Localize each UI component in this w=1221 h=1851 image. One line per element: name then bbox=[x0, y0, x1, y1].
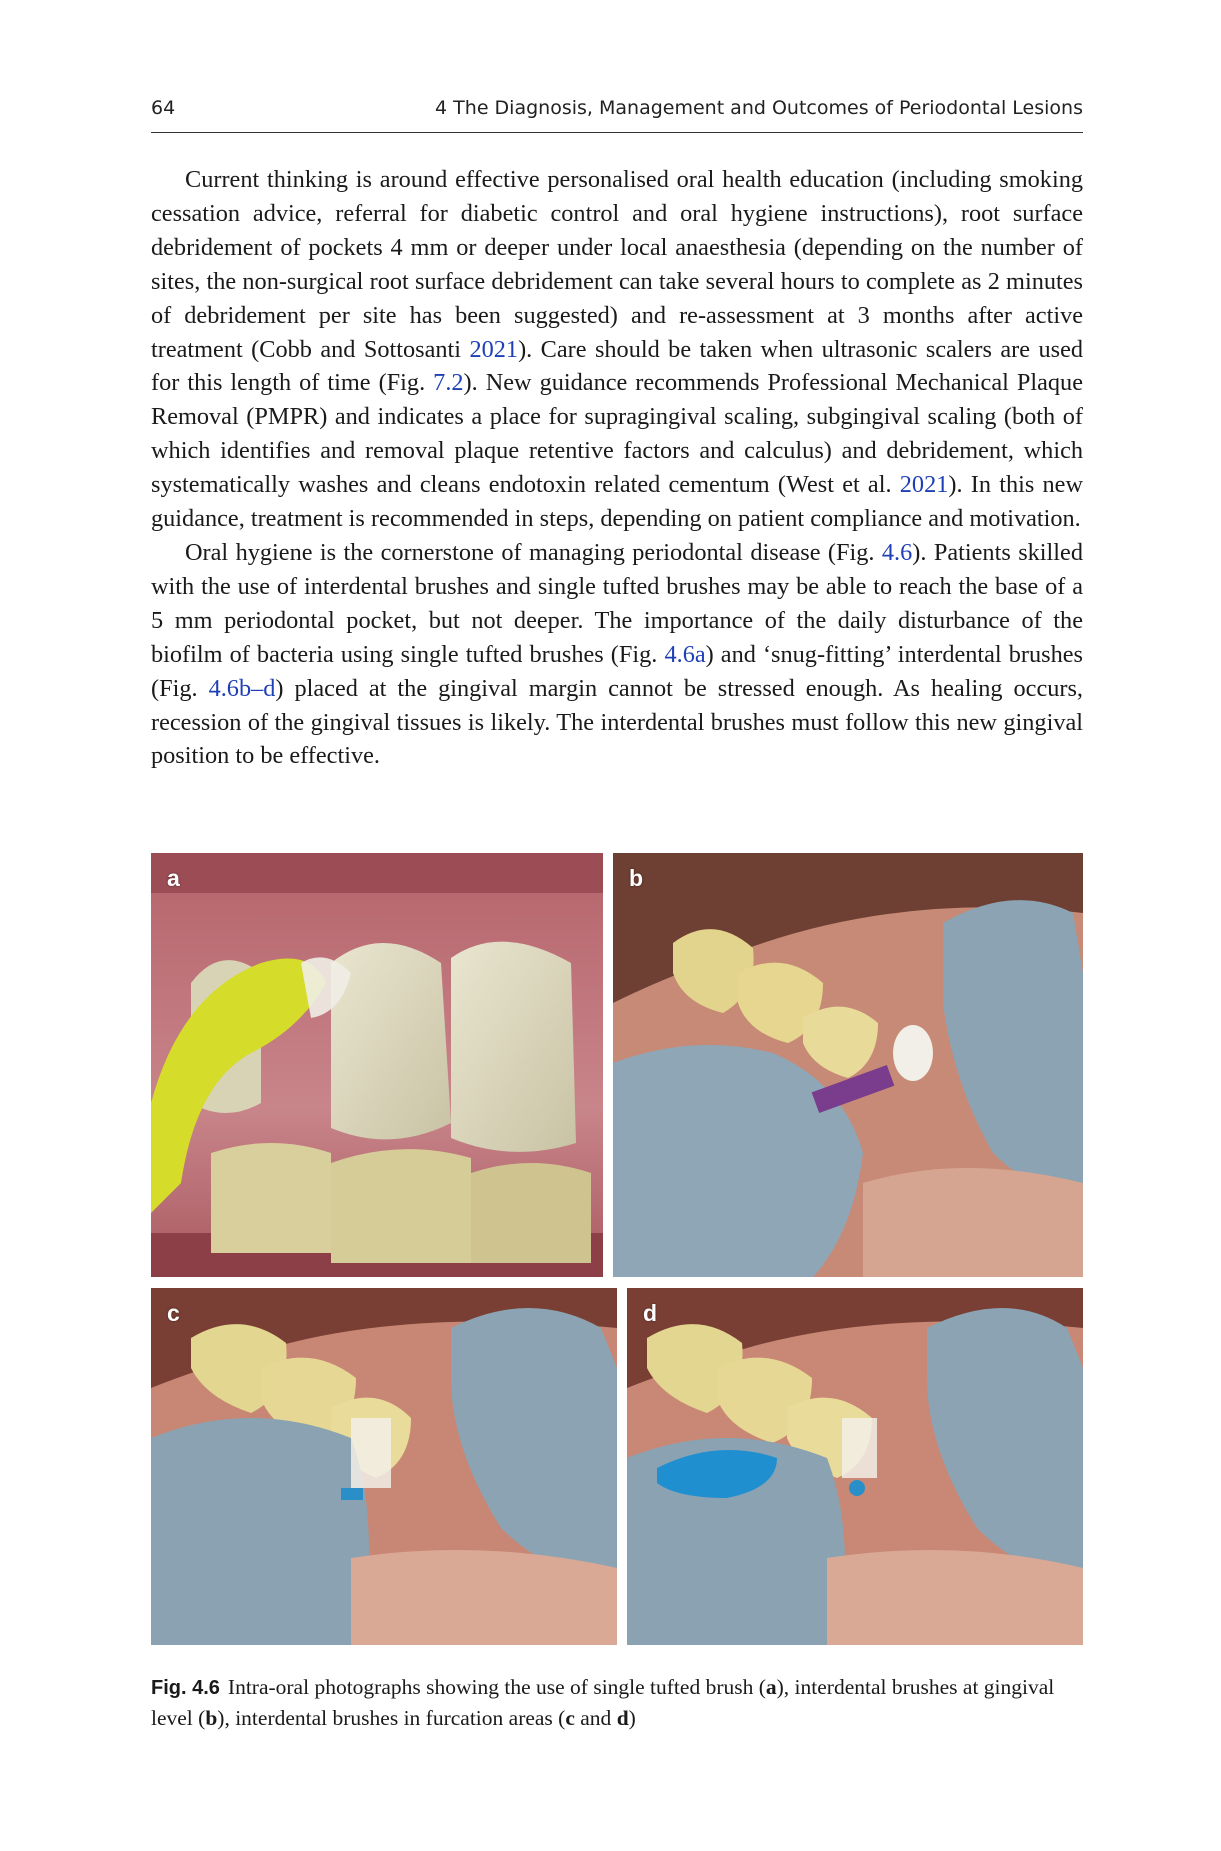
caption-text-5: ) bbox=[628, 1706, 636, 1730]
caption-text-2: ), interdental brushes at gingival level ( bbox=[151, 1675, 1055, 1730]
p1-text-1: Current thinking is around effective personalised oral health education (including smoking cessation advice, referral for diabetic control and oral hygiene instructions), root surface debridement of pockets 4 mm or deeper under local anaesthesia (depending on the number of sites, the non-surgical root surface debridement can take several hours to complete as 2 minutes of debridement per site has been suggested) and re-assessment at 3 months after active treatment (Cobb and Sottosanti bbox=[151, 166, 1083, 363]
photo-panel-a bbox=[151, 853, 603, 1277]
panel-label-c: c bbox=[167, 1300, 180, 1326]
figure-link-7-2[interactable]: 7.2 bbox=[433, 369, 464, 397]
header-rule bbox=[151, 132, 1083, 133]
p2-text-3: ) and ‘snug-fitting’ interdental brushes (Fig. bbox=[151, 640, 1083, 702]
figure-link-4-6[interactable]: 4.6 bbox=[881, 538, 913, 566]
p1-text-2: ). Care should be taken when ultrasonic scalers are used for this length of time (Fig. bbox=[151, 335, 1083, 397]
p2-text-1: Oral hygiene is the cornerstone of managing periodontal disease (Fig. bbox=[185, 538, 882, 566]
paragraph-1 bbox=[151, 163, 1083, 536]
figure-link-4-6a[interactable]: 4.6a bbox=[664, 640, 706, 668]
chapter-title: 4 The Diagnosis, Management and Outcomes of Periodontal Lesions bbox=[435, 97, 1083, 119]
panel-label-b: b bbox=[629, 865, 644, 891]
interdental-brush-gingival-photo bbox=[613, 853, 1083, 1277]
single-tufted-brush-photo bbox=[151, 853, 603, 1277]
figure-caption-label: Fig. 4.6 bbox=[151, 1677, 220, 1699]
paragraph-2 bbox=[151, 536, 1083, 773]
body-text bbox=[151, 163, 1083, 773]
caption-ref-a: a bbox=[765, 1675, 777, 1699]
photo-panel-c bbox=[151, 1288, 617, 1645]
caption-text-4: and bbox=[574, 1706, 617, 1730]
p2-text-2: ). Patients skilled with the use of interdental brushes and single tufted brushes may be able to reach the base of a 5 mm periodontal pocket, but not deeper. The importance of the daily disturbance of the biofilm of bacteria using single tufted brushes (Fig. bbox=[151, 538, 1083, 668]
citation-link-cobb-2021[interactable]: 2021 bbox=[469, 335, 519, 363]
figure-caption bbox=[151, 1672, 1083, 1733]
interdental-brush-furcation-photo-c bbox=[151, 1288, 617, 1645]
p2-text-4: ) placed at the gingival margin cannot be stressed enough. As healing occurs, recession of the gingival tissues is likely. The interdental brushes must follow this new gingival position to be effective. bbox=[151, 674, 1083, 770]
photo-panel-d bbox=[627, 1288, 1083, 1645]
p1-text-4: ). In this new guidance, treatment is recommended in steps, depending on patient compliance and motivation. bbox=[151, 471, 1083, 533]
page-number: 64 bbox=[151, 97, 176, 119]
running-head bbox=[151, 94, 1083, 128]
panel-label-d: d bbox=[643, 1300, 658, 1326]
p1-text-3: ). New guidance recommends Professional Mechanical Plaque Removal (PMPR) and indicates a place for supragingival scaling, subgingival scaling (both of which identifies and removal plaque retentive factors and calculus) and debridement, which systematically washes and cleans endotoxin related cementum (West et al. bbox=[151, 369, 1083, 499]
caption-ref-b: b bbox=[205, 1706, 218, 1730]
panel-label-a: a bbox=[167, 865, 180, 891]
figure-4-6 bbox=[151, 853, 1083, 1645]
caption-ref-c: c bbox=[565, 1706, 575, 1730]
caption-text-3: ), interdental brushes in furcation areas ( bbox=[217, 1706, 566, 1730]
citation-link-west-2021[interactable]: 2021 bbox=[899, 471, 949, 499]
photo-panel-b bbox=[613, 853, 1083, 1277]
caption-text-1: Intra-oral photographs showing the use of single tufted brush ( bbox=[227, 1675, 766, 1699]
interdental-brush-furcation-photo-d bbox=[627, 1288, 1083, 1645]
figure-link-4-6b-d[interactable]: 4.6b–d bbox=[208, 674, 276, 702]
caption-ref-d: d bbox=[616, 1706, 629, 1730]
